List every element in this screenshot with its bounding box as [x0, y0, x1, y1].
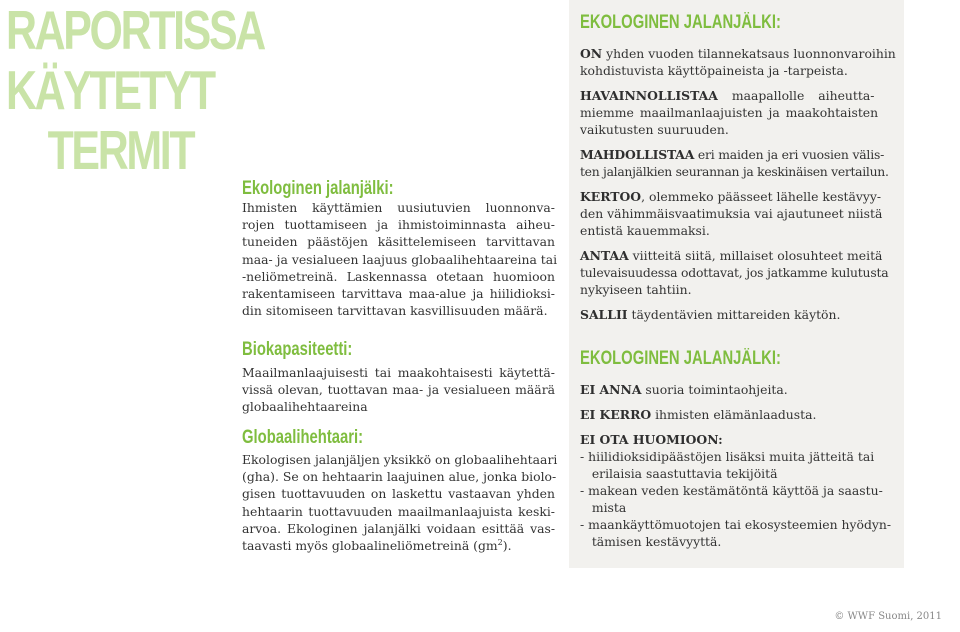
term-definition	[242, 451, 558, 554]
bullet-line: erilaisia saastuttavia tekijöitä	[580, 466, 778, 481]
footprint-panel-content	[580, 12, 896, 550]
item-line	[580, 381, 892, 398]
term-biokapasiteetti	[242, 340, 555, 416]
definition-line: rojen tuottamiseen ja ihmistoiminnasta aiheu-	[242, 217, 555, 233]
definition-line: Ekologisen jalanjäljen yksikkö on globaalihehtaari	[242, 452, 558, 467]
item-text: maapallolle aiheutta-	[717, 88, 875, 103]
panel-item-havainnollistaa	[580, 87, 892, 138]
definition-line: arvoa. Ekologinen jalanjälki voidaan esittää vas-	[242, 520, 555, 536]
panel-item-on	[580, 45, 896, 79]
item-line	[580, 431, 892, 448]
item-text: , olemmeko päässeet lähelle kestävyy-	[641, 189, 882, 204]
bullet-line: mista	[580, 500, 627, 515]
item-line	[580, 306, 892, 323]
term-heading: Biokapasiteetti:	[242, 339, 353, 360]
panel-item-antaa	[580, 247, 892, 298]
item-text: viitteitä siitä, millaiset olosuhteet meitä	[628, 248, 883, 263]
definition-line: din sitomiseen tarvittavan kasvillisuuden määrä.	[242, 303, 548, 319]
panel-item-ei-ota-huomioon	[580, 431, 892, 550]
bullet-line: - maankäyttömuotojen tai ekosysteemien hyödyn-	[580, 517, 892, 532]
item-key: EI ANNA	[580, 382, 642, 397]
panel-item-ei-anna	[580, 381, 892, 398]
item-text: eri maiden ja eri vuosien välis-	[694, 147, 885, 162]
item-key: EI KERRO	[580, 407, 652, 422]
item-text: yhden vuoden tilannekatsaus luonnonvaroihin	[602, 46, 896, 61]
term-ekologinen-jalanjalki	[242, 178, 558, 319]
item-key: KERTOO	[580, 189, 642, 204]
panel-heading-is-not: EKOLOGINEN JALANJÄLKI:	[580, 348, 781, 369]
definition-line: tuneiden päästöjen käsittelemiseen tarvittavan	[242, 234, 555, 250]
panel-item-mahdollistaa	[580, 146, 892, 180]
term-definition	[242, 199, 558, 319]
definition-line-last	[242, 537, 555, 554]
term-globaalihehtaari	[242, 427, 558, 554]
item-key: ON	[580, 46, 603, 61]
panel-item-sallii	[580, 306, 892, 323]
bullet-line: - makean veden kestämätöntä käyttöä ja saastu-	[580, 483, 883, 498]
item-line: ten jalanjälkien seurannan ja keskinäisen vertailun.	[580, 164, 889, 179]
copyright-footer: © WWF Suomi, 2011	[834, 611, 942, 622]
item-line	[580, 87, 892, 104]
footprint-panel	[569, 0, 904, 568]
term-definition	[242, 364, 555, 416]
item-line	[580, 188, 892, 205]
definition-text: taavasti myös globaalineliömetreinä (gm	[242, 538, 498, 554]
item-line: den vähimmäisvaatimuksia vai ajautuneet niistä	[580, 206, 883, 221]
term-heading: Globaalihehtaari:	[242, 427, 364, 448]
title-line-2: KÄYTETYT	[6, 59, 214, 121]
item-line: nykyiseen tahtiin.	[580, 282, 692, 297]
bullet-line: - hiilidioksidipäästöjen lisäksi muita jätteitä tai	[580, 449, 875, 464]
panel-item-ei-kerro	[580, 406, 892, 423]
definition-line: rakentamiseen tarvittava maa-alue ja hiilidioksi-	[242, 286, 555, 302]
panel-item-kertoo	[580, 188, 892, 239]
item-text: täydentävien mittareiden käytön.	[627, 307, 841, 322]
bullet-line: tämisen kestävyyttä.	[580, 534, 722, 549]
item-line: vaikutusten suuruuden.	[580, 122, 729, 137]
definition-text-end: ).	[502, 538, 512, 554]
item-text: suoria toimintaohjeita.	[641, 382, 788, 397]
definition-line: Maailmanlaajuisesti tai maakohtaisesti käytettä-	[242, 365, 555, 380]
definition-line: gisen tuottavuuden on laskettu vastaavan yhden	[242, 486, 555, 502]
item-line: tulevaisuudessa odottavat, jos jatkamme kulutusta	[580, 265, 889, 280]
item-key: EI OTA HUOMIOON:	[580, 432, 723, 447]
item-key: ANTAA	[580, 248, 629, 263]
item-line	[580, 406, 892, 423]
item-key: MAHDOLLISTAA	[580, 147, 695, 162]
definition-line: Ihmisten käyttämien uusiutuvien luonnonva-	[242, 200, 555, 215]
item-line	[580, 146, 892, 163]
item-text: ihmisten elämänlaadusta.	[651, 407, 817, 422]
item-line: miemme maailmanlaajuisten ja maakohtaisten	[580, 105, 879, 120]
definition-line: globaalihehtaareina	[242, 399, 368, 415]
item-line	[580, 45, 896, 62]
panel-heading-is: EKOLOGINEN JALANJÄLKI:	[580, 12, 781, 33]
report-terms-title	[6, 0, 264, 181]
item-line: entistä kauemmaksi.	[580, 223, 710, 238]
item-line: kohdistuvista käyttöpaineista ja -tarpeista.	[580, 63, 848, 78]
item-line	[580, 247, 892, 264]
item-key: HAVAINNOLLISTAA	[580, 88, 718, 103]
definition-line: -neliömetreinä. Laskennassa otetaan huomioon	[242, 268, 555, 284]
definition-line: hehtaarin tuottavuuden maailmanlaajuista keski-	[242, 503, 555, 519]
item-key: SALLII	[580, 307, 628, 322]
definition-line: vissä olevan, tuottavan maa- ja vesialueen määrä	[242, 382, 555, 398]
definition-line: maa- ja vesialueen laajuus globaalihehtaareina tai	[242, 251, 558, 267]
definition-line: (gha). Se on hehtaarin laajuinen alue, jonka biolo-	[242, 469, 557, 485]
superscript-2: 2	[497, 537, 503, 547]
title-line-3: TERMIT	[47, 119, 194, 181]
term-heading: Ekologinen jalanjälki:	[242, 178, 394, 199]
title-line-1: RAPORTISSA	[6, 0, 264, 61]
